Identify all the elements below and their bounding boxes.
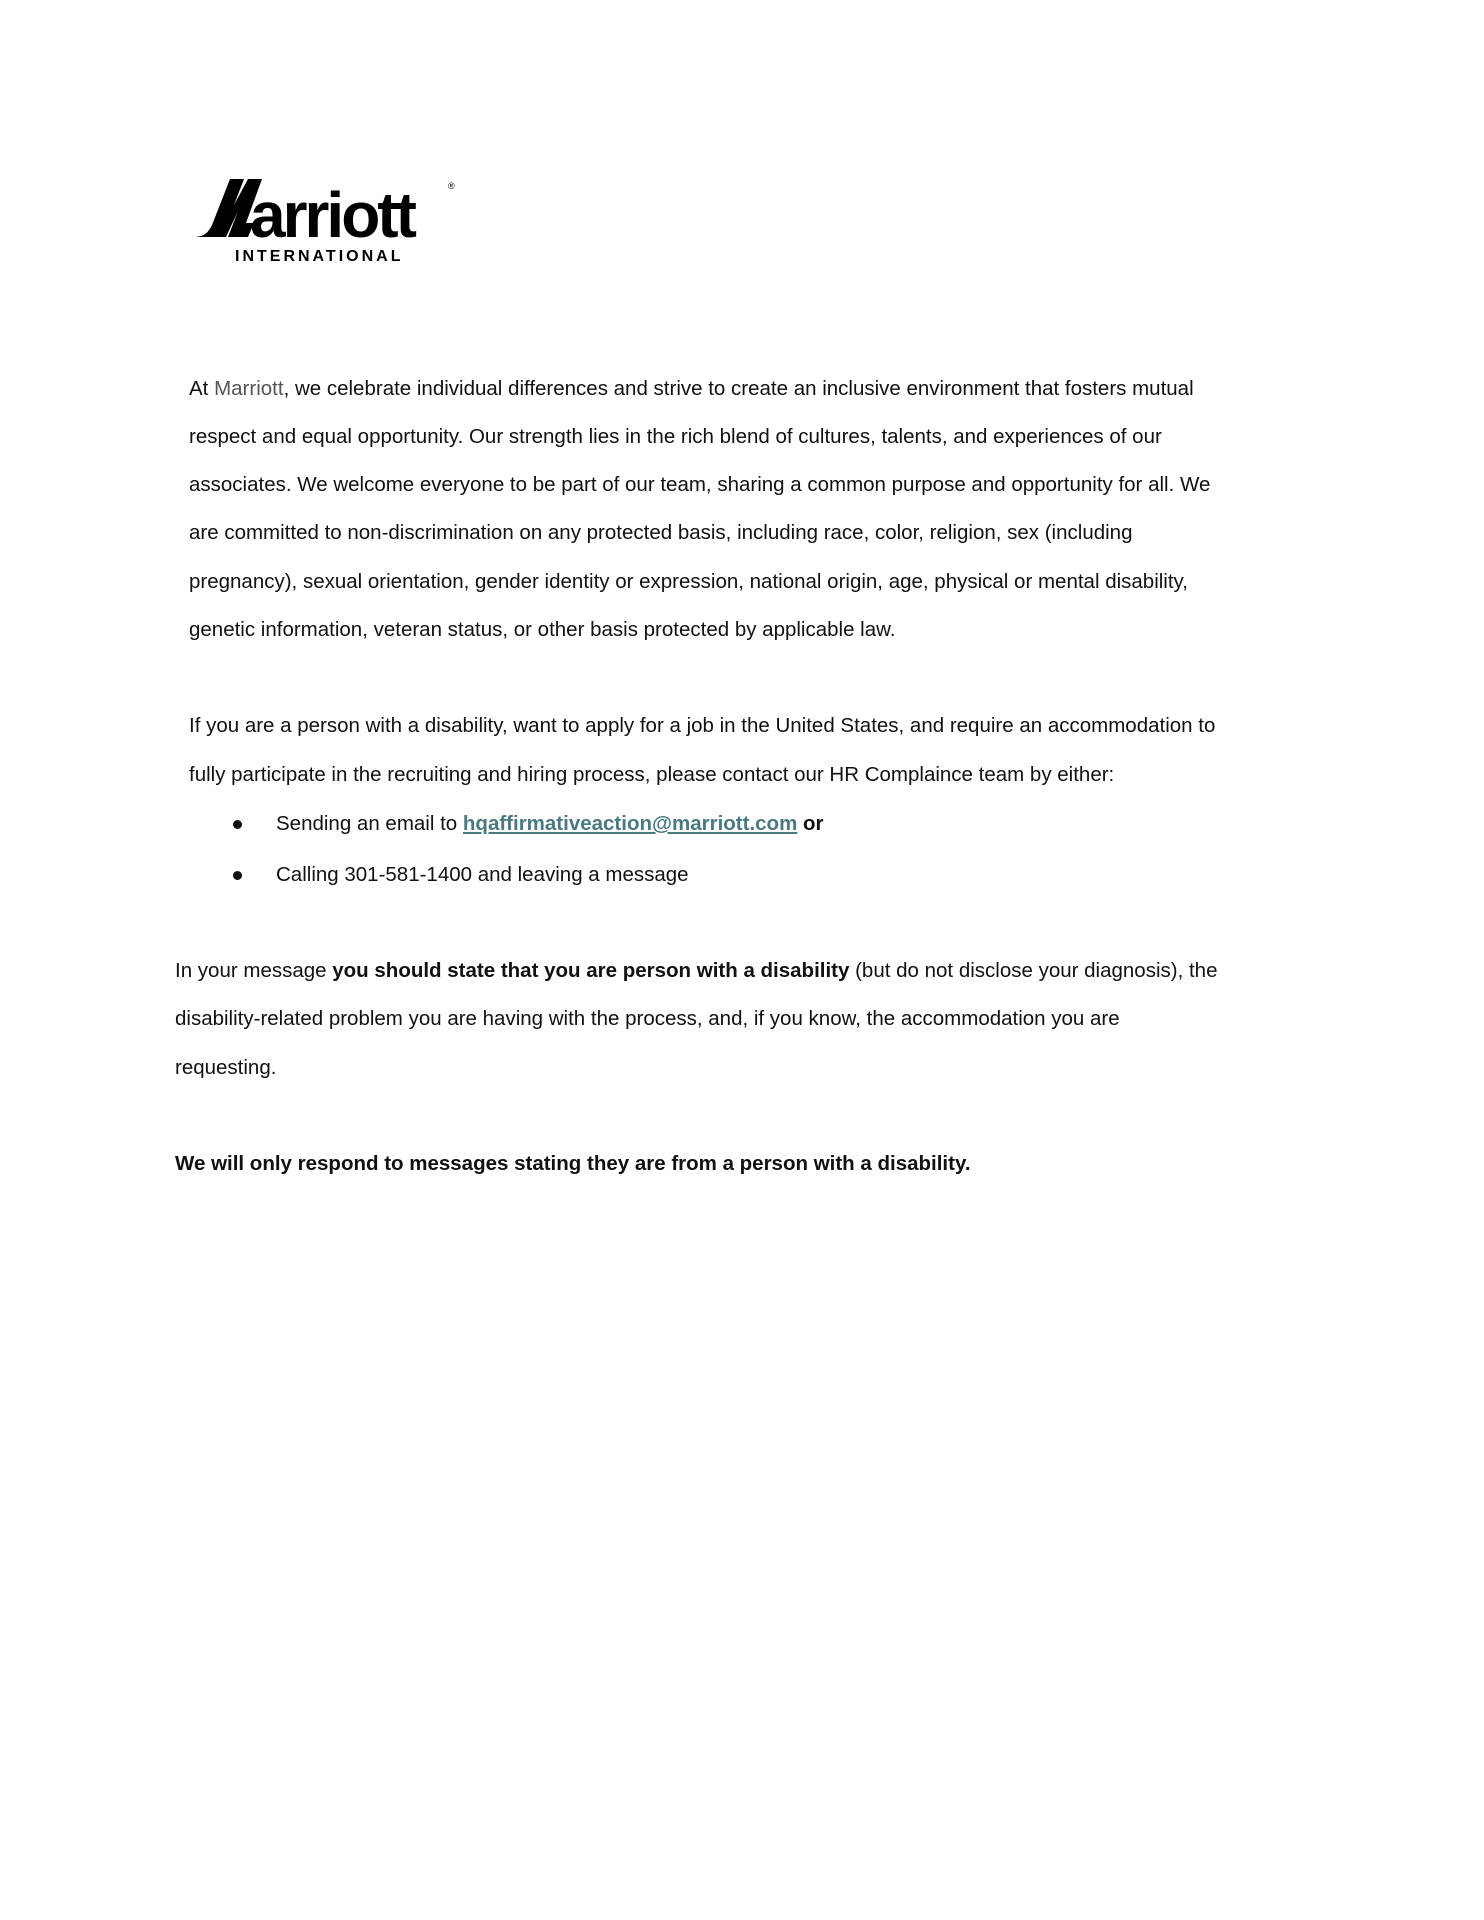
text: , we celebrate individual differences and strive to create an inclusive environment that fosters mutual <box>283 377 1194 400</box>
closing-statement: We will only respond to messages stating they are from a person with a disability. <box>175 1152 971 1175</box>
bullet-icon <box>233 820 242 829</box>
paragraph-1-line: respect and equal opportunity. Our strength lies in the rich blend of cultures, talents, and experiences of our <box>189 425 1162 448</box>
paragraph-3-line: requesting. <box>175 1056 277 1079</box>
paragraph-3-line: disability-related problem you are having with the process, and, if you know, the accommodation you are <box>175 1007 1120 1030</box>
text: Sending an email to <box>276 812 463 835</box>
svg-text:arriott: arriott <box>250 179 414 251</box>
svg-text:INTERNATIONAL: INTERNATIONAL <box>235 248 404 265</box>
paragraph-3-line <box>175 959 1217 983</box>
bullet-icon <box>233 871 242 880</box>
paragraph-1-line: pregnancy), sexual orientation, gender identity or expression, national origin, age, physical or mental disability, <box>189 570 1188 593</box>
email-link[interactable]: hqaffirmativeaction@marriott.com <box>462 812 798 835</box>
text: or <box>797 812 824 835</box>
paragraph-2-line: If you are a person with a disability, want to apply for a job in the United States, and require an accommodation to <box>189 714 1216 737</box>
svg-text:®: ® <box>448 181 455 191</box>
text: In your message <box>175 959 333 982</box>
paragraph-2-line: fully participate in the recruiting and hiring process, please contact our HR Complaince team by either: <box>189 763 1115 786</box>
paragraph-1-line <box>189 377 1194 401</box>
paragraph-1-line: genetic information, veteran status, or other basis protected by applicable law. <box>189 618 896 641</box>
text: At <box>189 377 215 400</box>
marriott-international-logo <box>190 175 460 265</box>
bullet-item-email <box>276 812 824 836</box>
emphasis: you should state that you are person with a disability <box>332 959 850 982</box>
paragraph-1-line: are committed to non-discrimination on any protected basis, including race, color, religion, sex (including <box>189 521 1133 544</box>
brand-name: Marriott <box>214 377 284 400</box>
bullet-item-phone: Calling 301-581-1400 and leaving a message <box>276 863 689 886</box>
text: (but do not disclose your diagnosis), the <box>849 959 1218 982</box>
paragraph-1-line: associates. We welcome everyone to be part of our team, sharing a common purpose and opportunity for all. We <box>189 473 1211 496</box>
